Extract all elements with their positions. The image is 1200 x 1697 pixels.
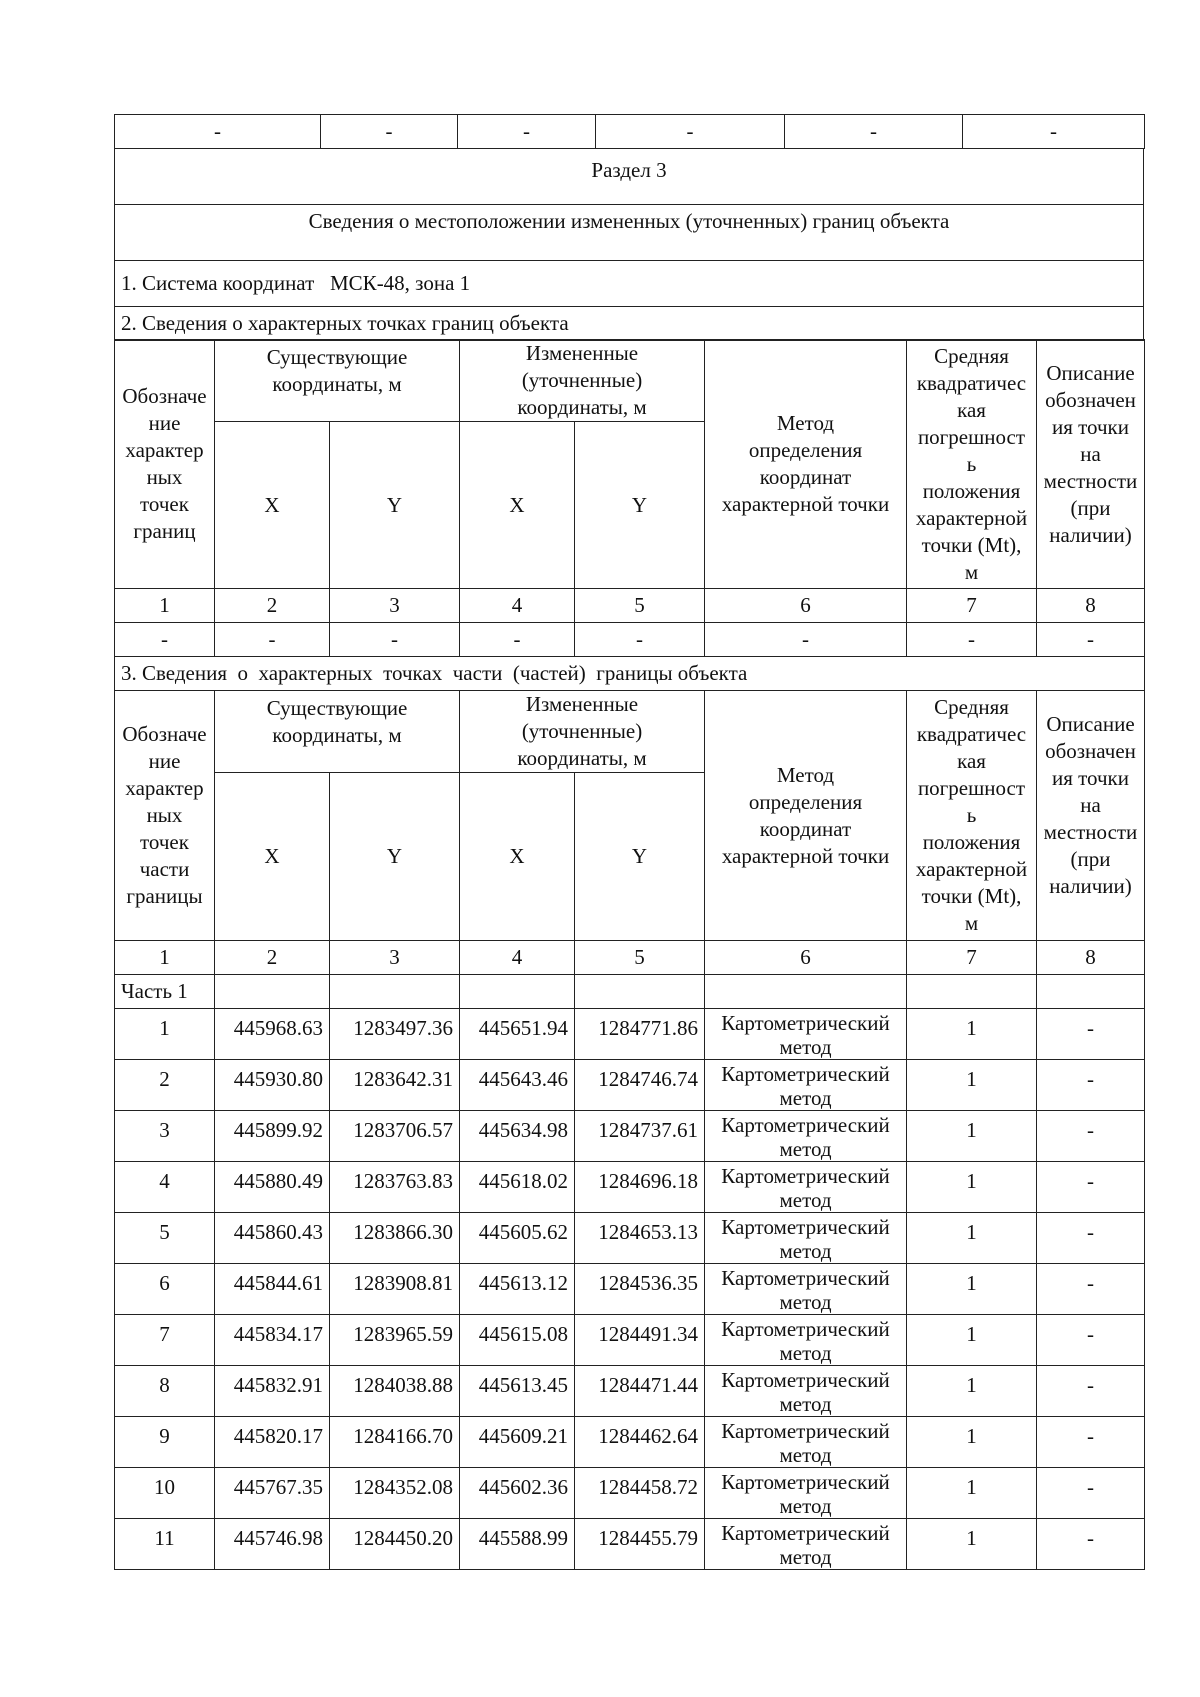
column-number: 8 [1037, 589, 1145, 623]
header-description [1037, 340, 1145, 589]
header-line: местности [1043, 820, 1138, 844]
point-description: - [1037, 1060, 1145, 1111]
changed-y: 1284771.86 [575, 1009, 705, 1060]
point-description: - [1037, 1468, 1145, 1519]
header-line: Метод [776, 762, 835, 787]
method-cell [705, 1264, 907, 1315]
header-line: ь [966, 451, 977, 476]
header-line: ние [148, 411, 181, 435]
header-line: ние [148, 749, 181, 773]
header-line: определения [748, 438, 863, 462]
document-page [114, 114, 1144, 1570]
header-line: наличии) [1049, 523, 1132, 547]
header-error [907, 340, 1037, 589]
changed-x: 445613.45 [460, 1366, 575, 1417]
point-description: - [1037, 1111, 1145, 1162]
header-line: точек [140, 830, 189, 854]
empty-cell: - [115, 623, 215, 657]
header-x: X [215, 422, 330, 589]
column-number: 2 [215, 941, 330, 975]
header-x: X [215, 773, 330, 941]
section-title: Раздел 3 [115, 148, 1144, 204]
header-point-id [115, 691, 215, 941]
empty-cell: - [1037, 623, 1145, 657]
table-row [115, 1519, 1145, 1570]
header-line: характер [125, 776, 204, 800]
method-cell [705, 1060, 907, 1111]
header-line: характерной [915, 505, 1028, 530]
method-line: Картометрический [721, 1419, 890, 1443]
point-number: 10 [115, 1468, 215, 1519]
changed-y: 1284536.35 [575, 1264, 705, 1315]
existing-x: 445899.92 [215, 1111, 330, 1162]
part3-title: 3. Сведения о характерных точках части (частей) границы объекта [115, 657, 1145, 691]
header-existing [215, 340, 460, 422]
method-cell [705, 1468, 907, 1519]
table-row [115, 1264, 1145, 1315]
existing-y: 1283965.59 [330, 1315, 460, 1366]
column-number: 1 [115, 941, 215, 975]
top-cell: - [963, 115, 1145, 149]
column-number: 5 [575, 589, 705, 623]
changed-x: 445609.21 [460, 1417, 575, 1468]
method-line: метод [779, 1290, 832, 1314]
part-label: Часть 1 [115, 975, 215, 1009]
header-line: Существующие [266, 345, 408, 369]
header-line: характер [125, 438, 204, 462]
header-line: (при [1070, 847, 1111, 871]
table-row [115, 1315, 1145, 1366]
header-existing [215, 691, 460, 773]
changed-y: 1284653.13 [575, 1213, 705, 1264]
header-line: обозначен [1045, 388, 1136, 412]
header-line: наличии) [1049, 874, 1132, 898]
header-line: (уточненные) [521, 368, 643, 392]
empty-cell [460, 975, 575, 1009]
method-line: метод [779, 1086, 832, 1110]
header-y: Y [575, 773, 705, 941]
header-line: определения [748, 789, 863, 814]
changed-x: 445634.98 [460, 1111, 575, 1162]
method-line: метод [779, 1392, 832, 1416]
method-line: метод [779, 1188, 832, 1212]
header-line: Обозначе [122, 722, 207, 746]
method-line: метод [779, 1035, 832, 1059]
header-line: кая [957, 397, 986, 422]
existing-x: 445767.35 [215, 1468, 330, 1519]
table-row [115, 1366, 1145, 1417]
header-line: Обозначе [122, 384, 207, 408]
header-line: координаты, м [272, 372, 402, 396]
header-y: Y [575, 422, 705, 589]
changed-x: 445613.12 [460, 1264, 575, 1315]
top-cell: - [115, 115, 321, 149]
table-row [115, 1162, 1145, 1213]
header-line: характерной точки [721, 492, 890, 516]
header-line: ных [146, 803, 183, 827]
point-number: 5 [115, 1213, 215, 1264]
empty-cell [907, 975, 1037, 1009]
mean-square-error: 1 [907, 1519, 1037, 1570]
point-number: 6 [115, 1264, 215, 1315]
header-line: на [1080, 793, 1101, 817]
header-line: м [964, 911, 979, 935]
point-description: - [1037, 1264, 1145, 1315]
existing-y: 1284038.88 [330, 1366, 460, 1417]
header-method [705, 691, 907, 941]
point-number: 4 [115, 1162, 215, 1213]
empty-cell: - [575, 623, 705, 657]
changed-x: 445618.02 [460, 1162, 575, 1213]
header-line: квадратичес [916, 370, 1027, 395]
existing-y: 1283866.30 [330, 1213, 460, 1264]
part2-title: 2. Сведения о характерных точках границ объекта [115, 306, 1144, 340]
existing-y: 1283706.57 [330, 1111, 460, 1162]
method-line: Картометрический [721, 1317, 890, 1341]
column-number: 4 [460, 941, 575, 975]
point-number: 2 [115, 1060, 215, 1111]
column-number: 8 [1037, 941, 1145, 975]
header-y: Y [330, 773, 460, 941]
header-line: координат [759, 816, 852, 841]
point-description: - [1037, 1162, 1145, 1213]
empty-cell: - [460, 623, 575, 657]
existing-x: 445820.17 [215, 1417, 330, 1468]
top-cell: - [321, 115, 458, 149]
changed-y: 1284462.64 [575, 1417, 705, 1468]
method-line: метод [779, 1443, 832, 1467]
header-changed [460, 691, 705, 773]
changed-y: 1284746.74 [575, 1060, 705, 1111]
existing-x: 445930.80 [215, 1060, 330, 1111]
column-number: 3 [330, 589, 460, 623]
method-line: Картометрический [721, 1470, 890, 1494]
empty-cell [1037, 975, 1145, 1009]
header-x: X [460, 773, 575, 941]
header-line: точек [140, 492, 189, 516]
coordinate-system: 1. Система координат МСК-48, зона 1 [115, 260, 1144, 306]
column-number: 1 [115, 589, 215, 623]
method-line: Картометрический [721, 1215, 890, 1239]
existing-y: 1284166.70 [330, 1417, 460, 1468]
header-description [1037, 691, 1145, 941]
mean-square-error: 1 [907, 1213, 1037, 1264]
changed-x: 445615.08 [460, 1315, 575, 1366]
header-line: координат [759, 465, 852, 489]
header-line: характерной [915, 857, 1028, 881]
existing-x: 445880.49 [215, 1162, 330, 1213]
column-number: 2 [215, 589, 330, 623]
changed-x: 445651.94 [460, 1009, 575, 1060]
method-cell [705, 1009, 907, 1060]
point-description: - [1037, 1213, 1145, 1264]
existing-x: 445860.43 [215, 1213, 330, 1264]
part2-table [114, 339, 1145, 1570]
header-point-id [115, 340, 215, 589]
header-line: ных [146, 465, 183, 489]
header-line: ь [966, 803, 977, 827]
table-row [115, 1009, 1145, 1060]
top-cell: - [596, 115, 785, 149]
section-subtitle: Сведения о местоположении измененных (уточненных) границ объекта [115, 204, 1144, 260]
header-changed [460, 340, 705, 422]
mean-square-error: 1 [907, 1366, 1037, 1417]
point-number: 1 [115, 1009, 215, 1060]
method-line: Картометрический [721, 1521, 890, 1545]
header-line: части [139, 857, 190, 881]
header-line: квадратичес [916, 722, 1027, 746]
method-line: Картометрический [721, 1062, 890, 1086]
header-line: границ [133, 519, 196, 543]
point-number: 9 [115, 1417, 215, 1468]
header-line: погрешност [917, 776, 1026, 800]
changed-y: 1284458.72 [575, 1468, 705, 1519]
empty-cell: - [215, 623, 330, 657]
point-number: 7 [115, 1315, 215, 1366]
mean-square-error: 1 [907, 1417, 1037, 1468]
points-table-body [115, 1009, 1145, 1570]
header-line: точки (Mt), [921, 884, 1022, 908]
header-line: обозначен [1045, 739, 1136, 763]
empty-cell [705, 975, 907, 1009]
method-cell [705, 1519, 907, 1570]
header-line: на [1080, 442, 1101, 466]
changed-y: 1284455.79 [575, 1519, 705, 1570]
table-row [115, 1417, 1145, 1468]
method-line: Картометрический [721, 1011, 890, 1035]
header-line: погрешност [917, 424, 1026, 449]
header-line: Средняя [934, 695, 1009, 719]
existing-x: 445834.17 [215, 1315, 330, 1366]
existing-y: 1283908.81 [330, 1264, 460, 1315]
existing-y: 1283497.36 [330, 1009, 460, 1060]
column-number: 7 [907, 589, 1037, 623]
method-cell [705, 1315, 907, 1366]
empty-cell [215, 975, 330, 1009]
mean-square-error: 1 [907, 1468, 1037, 1519]
empty-cell: - [330, 623, 460, 657]
mean-square-error: 1 [907, 1060, 1037, 1111]
point-number: 11 [115, 1519, 215, 1570]
header-line: Средняя [934, 343, 1009, 368]
empty-cell [575, 975, 705, 1009]
header-line: ия точки [1051, 415, 1129, 439]
column-number: 4 [460, 589, 575, 623]
point-description: - [1037, 1519, 1145, 1570]
table-row [115, 1213, 1145, 1264]
table-row [115, 1468, 1145, 1519]
header-line: Описание [1046, 361, 1135, 385]
method-line: Картометрический [721, 1266, 890, 1290]
header-line: (уточненные) [521, 719, 643, 743]
empty-cell: - [705, 623, 907, 657]
header-line: Существующие [266, 696, 408, 720]
existing-x: 445968.63 [215, 1009, 330, 1060]
header-line: (при [1070, 496, 1111, 520]
column-number: 7 [907, 941, 1037, 975]
changed-x: 445605.62 [460, 1213, 575, 1264]
mean-square-error: 1 [907, 1264, 1037, 1315]
changed-y: 1284471.44 [575, 1366, 705, 1417]
mean-square-error: 1 [907, 1111, 1037, 1162]
changed-x: 445643.46 [460, 1060, 575, 1111]
method-line: Картометрический [721, 1113, 890, 1137]
method-cell [705, 1162, 907, 1213]
header-line: положения [922, 478, 1021, 503]
header-line: характерной точки [721, 843, 890, 868]
method-cell [705, 1213, 907, 1264]
header-line: координаты, м [272, 723, 402, 747]
column-number: 3 [330, 941, 460, 975]
header-line: точки (Mt), [921, 532, 1022, 557]
point-number: 3 [115, 1111, 215, 1162]
table-row [115, 1060, 1145, 1111]
header-line: границы [126, 884, 203, 908]
section-header-table [114, 148, 1144, 341]
point-description: - [1037, 1417, 1145, 1468]
point-description: - [1037, 1315, 1145, 1366]
changed-x: 445588.99 [460, 1519, 575, 1570]
header-x: X [460, 422, 575, 589]
method-line: метод [779, 1494, 832, 1518]
header-line: кая [957, 749, 986, 773]
existing-y: 1283763.83 [330, 1162, 460, 1213]
mean-square-error: 1 [907, 1009, 1037, 1060]
header-line: м [964, 559, 979, 584]
point-number: 8 [115, 1366, 215, 1417]
table-row [115, 1111, 1145, 1162]
existing-x: 445832.91 [215, 1366, 330, 1417]
changed-x: 445602.36 [460, 1468, 575, 1519]
method-cell [705, 1111, 907, 1162]
header-error [907, 691, 1037, 941]
header-method [705, 340, 907, 589]
method-line: метод [779, 1137, 832, 1161]
mean-square-error: 1 [907, 1162, 1037, 1213]
empty-cell: - [907, 623, 1037, 657]
existing-y: 1284450.20 [330, 1519, 460, 1570]
top-cell: - [785, 115, 963, 149]
column-number: 6 [705, 941, 907, 975]
header-line: Измененные [525, 692, 639, 716]
mean-square-error: 1 [907, 1315, 1037, 1366]
header-line: координаты, м [517, 746, 647, 770]
method-cell [705, 1417, 907, 1468]
method-line: Картометрический [721, 1368, 890, 1392]
header-line: Измененные [525, 341, 639, 365]
column-number: 5 [575, 941, 705, 975]
header-line: местности [1043, 469, 1138, 493]
top-cell: - [458, 115, 596, 149]
changed-y: 1284491.34 [575, 1315, 705, 1366]
point-description: - [1037, 1366, 1145, 1417]
method-line: метод [779, 1341, 832, 1365]
header-line: Метод [776, 411, 835, 435]
existing-x: 445844.61 [215, 1264, 330, 1315]
method-cell [705, 1366, 907, 1417]
header-y: Y [330, 422, 460, 589]
header-line: ия точки [1051, 766, 1129, 790]
top-dash-table [114, 114, 1145, 149]
existing-y: 1283642.31 [330, 1060, 460, 1111]
changed-y: 1284737.61 [575, 1111, 705, 1162]
method-line: метод [779, 1239, 832, 1263]
header-line: Описание [1046, 712, 1135, 736]
method-line: метод [779, 1545, 832, 1569]
method-line: Картометрический [721, 1164, 890, 1188]
changed-y: 1284696.18 [575, 1162, 705, 1213]
empty-cell [330, 975, 460, 1009]
point-description: - [1037, 1009, 1145, 1060]
column-number: 6 [705, 589, 907, 623]
header-line: координаты, м [517, 395, 647, 419]
existing-x: 445746.98 [215, 1519, 330, 1570]
header-line: положения [922, 830, 1021, 854]
existing-y: 1284352.08 [330, 1468, 460, 1519]
